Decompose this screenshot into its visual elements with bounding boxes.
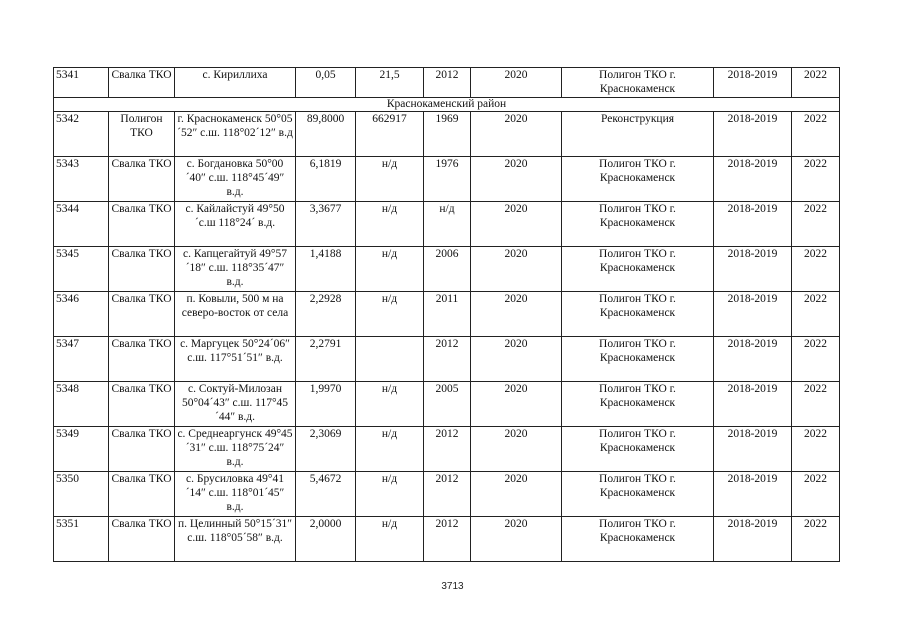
site-location-cell: с. Среднеаргунск 49°45´31″ с.ш. 118°75´24″ в.д. [175, 427, 296, 472]
table-row [54, 157, 840, 202]
completion-year-cell: 2022 [792, 292, 840, 337]
site-area-cell: 89,8000 [296, 112, 356, 157]
site-type-cell: Свалка ТКО [109, 292, 175, 337]
work-period-cell: 2018-2019 [714, 247, 792, 292]
site-number-cell: 5344 [54, 202, 109, 247]
completion-year-cell: 2022 [792, 112, 840, 157]
target-solution-cell: Полигон ТКО г. Краснокаменск [562, 247, 714, 292]
waste-site-table [53, 67, 840, 562]
table-body [54, 68, 840, 562]
closure-deadline-cell: 2020 [471, 68, 562, 98]
site-area-cell: 0,05 [296, 68, 356, 98]
target-solution-cell: Полигон ТКО г. Краснокаменск [562, 68, 714, 98]
site-type-cell: Свалка ТКО [109, 517, 175, 562]
table-row [54, 68, 840, 98]
site-area-cell: 2,3069 [296, 427, 356, 472]
closure-deadline-cell: 2020 [471, 382, 562, 427]
completion-year-cell: 2022 [792, 337, 840, 382]
site-volume-cell: н/д [356, 292, 424, 337]
closure-deadline-cell: 2020 [471, 247, 562, 292]
work-period-cell: 2018-2019 [714, 382, 792, 427]
closure-deadline-cell: 2020 [471, 157, 562, 202]
site-volume-cell: н/д [356, 472, 424, 517]
site-type-cell: Свалка ТКО [109, 472, 175, 517]
site-location-cell: с. Кириллиха [175, 68, 296, 98]
site-area-cell: 5,4672 [296, 472, 356, 517]
closure-deadline-cell: 2020 [471, 427, 562, 472]
site-volume-cell: 662917 [356, 112, 424, 157]
table-row [54, 517, 840, 562]
work-period-cell: 2018-2019 [714, 427, 792, 472]
table-row [54, 202, 840, 247]
site-number-cell: 5348 [54, 382, 109, 427]
site-type-cell: Свалка ТКО [109, 382, 175, 427]
table-row [54, 112, 840, 157]
site-location-cell: с. Капцегайтуй 49°57´18″ с.ш. 118°35´47″ в.д. [175, 247, 296, 292]
closure-deadline-cell: 2020 [471, 337, 562, 382]
table-row [54, 382, 840, 427]
site-volume-cell: н/д [356, 157, 424, 202]
work-period-cell: 2018-2019 [714, 292, 792, 337]
site-location-cell: п. Целинный 50°15´31″ с.ш. 118°05´58″ в.д. [175, 517, 296, 562]
target-solution-cell: Полигон ТКО г. Краснокаменск [562, 157, 714, 202]
closure-deadline-cell: 2020 [471, 112, 562, 157]
site-number-cell: 5351 [54, 517, 109, 562]
work-period-cell: 2018-2019 [714, 68, 792, 98]
site-area-cell: 6,1819 [296, 157, 356, 202]
site-year-cell: 2012 [424, 68, 471, 98]
site-year-cell: 1969 [424, 112, 471, 157]
site-location-cell: с. Кайлайстуй 49°50´с.ш 118°24´ в.д. [175, 202, 296, 247]
site-number-cell: 5346 [54, 292, 109, 337]
site-volume-cell [356, 337, 424, 382]
site-volume-cell: н/д [356, 247, 424, 292]
closure-deadline-cell: 2020 [471, 517, 562, 562]
site-type-cell: Свалка ТКО [109, 68, 175, 98]
target-solution-cell: Полигон ТКО г. Краснокаменск [562, 427, 714, 472]
site-year-cell: 2005 [424, 382, 471, 427]
target-solution-cell: Полигон ТКО г. Краснокаменск [562, 472, 714, 517]
site-year-cell: 2012 [424, 427, 471, 472]
completion-year-cell: 2022 [792, 472, 840, 517]
closure-deadline-cell: 2020 [471, 292, 562, 337]
target-solution-cell: Реконструкция [562, 112, 714, 157]
target-solution-cell: Полигон ТКО г. Краснокаменск [562, 202, 714, 247]
target-solution-cell: Полигон ТКО г. Краснокаменск [562, 292, 714, 337]
closure-deadline-cell: 2020 [471, 472, 562, 517]
site-number-cell: 5341 [54, 68, 109, 98]
site-type-cell: Свалка ТКО [109, 247, 175, 292]
table-row [54, 472, 840, 517]
table-row [54, 427, 840, 472]
site-type-cell: Свалка ТКО [109, 157, 175, 202]
site-location-cell: п. Ковыли, 500 м на северо-восток от села [175, 292, 296, 337]
site-year-cell: 2012 [424, 337, 471, 382]
work-period-cell: 2018-2019 [714, 517, 792, 562]
site-volume-cell: 21,5 [356, 68, 424, 98]
site-number-cell: 5345 [54, 247, 109, 292]
target-solution-cell: Полигон ТКО г. Краснокаменск [562, 382, 714, 427]
site-year-cell: 1976 [424, 157, 471, 202]
site-volume-cell: н/д [356, 382, 424, 427]
district-heading: Краснокаменский район [54, 98, 840, 112]
work-period-cell: 2018-2019 [714, 472, 792, 517]
site-area-cell: 2,2928 [296, 292, 356, 337]
closure-deadline-cell: 2020 [471, 202, 562, 247]
site-area-cell: 1,4188 [296, 247, 356, 292]
work-period-cell: 2018-2019 [714, 337, 792, 382]
site-year-cell: 2012 [424, 517, 471, 562]
site-volume-cell: н/д [356, 202, 424, 247]
site-area-cell: 2,2791 [296, 337, 356, 382]
work-period-cell: 2018-2019 [714, 202, 792, 247]
site-location-cell: с. Маргуцек 50°24´06″ с.ш. 117°51´51″ в.д. [175, 337, 296, 382]
site-area-cell: 3,3677 [296, 202, 356, 247]
site-number-cell: 5342 [54, 112, 109, 157]
site-year-cell: н/д [424, 202, 471, 247]
site-location-cell: с. Соктуй-Милозан 50°04´43″ с.ш. 117°45´44″ в.д. [175, 382, 296, 427]
site-volume-cell: н/д [356, 517, 424, 562]
site-type-cell: Полигон ТКО [109, 112, 175, 157]
completion-year-cell: 2022 [792, 382, 840, 427]
table-row [54, 247, 840, 292]
target-solution-cell: Полигон ТКО г. Краснокаменск [562, 337, 714, 382]
table-row [54, 292, 840, 337]
target-solution-cell: Полигон ТКО г. Краснокаменск [562, 517, 714, 562]
site-location-cell: г. Краснокаменск 50°05´52″ с.ш. 118°02´12″ в.д [175, 112, 296, 157]
site-type-cell: Свалка ТКО [109, 337, 175, 382]
site-number-cell: 5350 [54, 472, 109, 517]
table-row [54, 337, 840, 382]
site-number-cell: 5347 [54, 337, 109, 382]
work-period-cell: 2018-2019 [714, 157, 792, 202]
site-area-cell: 2,0000 [296, 517, 356, 562]
completion-year-cell: 2022 [792, 247, 840, 292]
site-location-cell: с. Богдановка 50°00´40″ с.ш. 118°45´49″ в.д. [175, 157, 296, 202]
page-number: 3713 [441, 581, 464, 592]
site-year-cell: 2012 [424, 472, 471, 517]
completion-year-cell: 2022 [792, 68, 840, 98]
district-heading-row [54, 98, 840, 112]
completion-year-cell: 2022 [792, 517, 840, 562]
site-year-cell: 2011 [424, 292, 471, 337]
completion-year-cell: 2022 [792, 427, 840, 472]
site-type-cell: Свалка ТКО [109, 427, 175, 472]
site-location-cell: с. Брусиловка 49°41´14″ с.ш. 118°01´45″ в.д. [175, 472, 296, 517]
site-volume-cell: н/д [356, 427, 424, 472]
site-area-cell: 1,9970 [296, 382, 356, 427]
site-year-cell: 2006 [424, 247, 471, 292]
work-period-cell: 2018-2019 [714, 112, 792, 157]
site-type-cell: Свалка ТКО [109, 202, 175, 247]
completion-year-cell: 2022 [792, 157, 840, 202]
site-number-cell: 5349 [54, 427, 109, 472]
site-number-cell: 5343 [54, 157, 109, 202]
completion-year-cell: 2022 [792, 202, 840, 247]
